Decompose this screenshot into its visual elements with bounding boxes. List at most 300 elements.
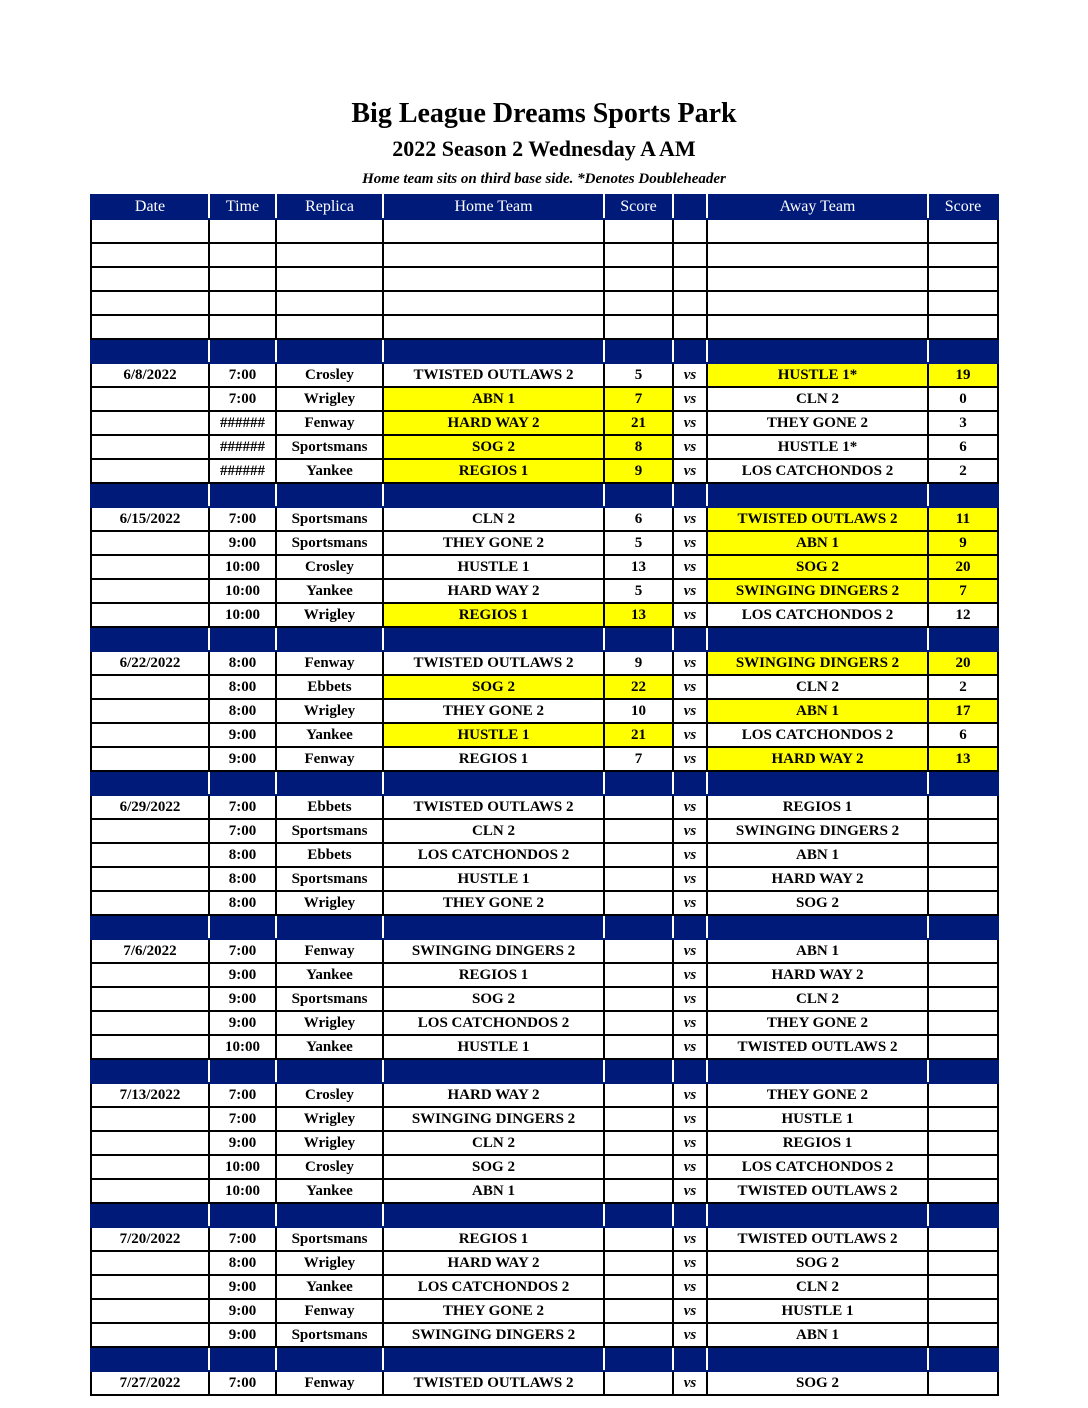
game-replica: Yankee — [276, 1035, 383, 1059]
vs-label: vs — [673, 963, 707, 987]
separator-cell — [928, 771, 998, 795]
blank-cell — [673, 291, 707, 315]
home-team: HARD WAY 2 — [383, 1251, 604, 1275]
away-score — [928, 1323, 998, 1347]
game-time: ###### — [209, 411, 276, 435]
away-score — [928, 1107, 998, 1131]
away-team: THEY GONE 2 — [707, 411, 928, 435]
game-date — [91, 747, 209, 771]
game-date: 7/27/2022 — [91, 1371, 209, 1395]
home-team: HUSTLE 1 — [383, 723, 604, 747]
game-time: 9:00 — [209, 1299, 276, 1323]
vs-label: vs — [673, 795, 707, 819]
separator-cell — [928, 627, 998, 651]
vs-label: vs — [673, 1155, 707, 1179]
home-score — [604, 987, 673, 1011]
game-replica: Sportsmans — [276, 531, 383, 555]
away-team: LOS CATCHONDOS 2 — [707, 603, 928, 627]
game-date: 6/8/2022 — [91, 363, 209, 387]
blank-row — [91, 267, 998, 291]
game-time: 9:00 — [209, 1323, 276, 1347]
separator-cell — [276, 1347, 383, 1371]
away-team: CLN 2 — [707, 987, 928, 1011]
game-replica: Crosley — [276, 1083, 383, 1107]
separator-cell — [673, 915, 707, 939]
game-replica: Ebbets — [276, 795, 383, 819]
game-row — [91, 843, 998, 867]
separator-cell — [673, 1059, 707, 1083]
separator-cell — [209, 1347, 276, 1371]
home-score: 10 — [604, 699, 673, 723]
vs-label: vs — [673, 555, 707, 579]
home-team: SWINGING DINGERS 2 — [383, 1323, 604, 1347]
separator-cell — [604, 1059, 673, 1083]
vs-label: vs — [673, 531, 707, 555]
away-score — [928, 963, 998, 987]
vs-label: vs — [673, 867, 707, 891]
home-score: 21 — [604, 411, 673, 435]
separator-cell — [707, 915, 928, 939]
game-row — [91, 1155, 998, 1179]
home-score — [604, 1275, 673, 1299]
home-team: THEY GONE 2 — [383, 699, 604, 723]
blank-cell — [383, 219, 604, 243]
game-time: 10:00 — [209, 603, 276, 627]
col-header-replica: Replica — [276, 195, 383, 219]
away-team: CLN 2 — [707, 675, 928, 699]
home-score: 5 — [604, 579, 673, 603]
game-date — [91, 675, 209, 699]
separator-cell — [91, 915, 209, 939]
separator-cell — [91, 627, 209, 651]
separator-cell — [91, 1059, 209, 1083]
game-time: 8:00 — [209, 699, 276, 723]
away-team: TWISTED OUTLAWS 2 — [707, 1035, 928, 1059]
game-date — [91, 843, 209, 867]
game-row — [91, 723, 998, 747]
separator-cell — [707, 627, 928, 651]
away-team: CLN 2 — [707, 387, 928, 411]
vs-label: vs — [673, 603, 707, 627]
vs-label: vs — [673, 363, 707, 387]
game-row — [91, 507, 998, 531]
game-time: 7:00 — [209, 795, 276, 819]
home-score — [604, 867, 673, 891]
separator-cell — [209, 771, 276, 795]
separator-cell — [604, 339, 673, 363]
blank-cell — [91, 243, 209, 267]
game-time: ###### — [209, 435, 276, 459]
separator-cell — [604, 627, 673, 651]
away-team: HUSTLE 1* — [707, 435, 928, 459]
game-replica: Fenway — [276, 651, 383, 675]
game-time: 10:00 — [209, 579, 276, 603]
away-team: REGIOS 1 — [707, 795, 928, 819]
away-score — [928, 1035, 998, 1059]
schedule-note: Home team sits on third base side. *Denotes Doubleheader — [362, 171, 726, 187]
game-date — [91, 1179, 209, 1203]
separator-cell — [707, 483, 928, 507]
home-team: REGIOS 1 — [383, 603, 604, 627]
blank-cell — [209, 267, 276, 291]
separator-cell — [209, 915, 276, 939]
away-score: 3 — [928, 411, 998, 435]
blank-cell — [276, 219, 383, 243]
week-separator — [91, 627, 998, 651]
game-date — [91, 435, 209, 459]
game-row — [91, 1299, 998, 1323]
game-date — [91, 1107, 209, 1131]
blank-cell — [209, 315, 276, 339]
away-score: 19 — [928, 363, 998, 387]
week-separator — [91, 1203, 998, 1227]
away-score — [928, 987, 998, 1011]
game-date — [91, 867, 209, 891]
away-team: SOG 2 — [707, 1371, 928, 1395]
game-row — [91, 555, 998, 579]
home-score — [604, 1131, 673, 1155]
home-team: LOS CATCHONDOS 2 — [383, 1275, 604, 1299]
game-time: 9:00 — [209, 987, 276, 1011]
game-row — [91, 747, 998, 771]
separator-cell — [707, 771, 928, 795]
game-row — [91, 675, 998, 699]
game-replica: Sportsmans — [276, 819, 383, 843]
home-team: TWISTED OUTLAWS 2 — [383, 363, 604, 387]
game-date — [91, 699, 209, 723]
game-time: 7:00 — [209, 507, 276, 531]
home-team: HUSTLE 1 — [383, 1035, 604, 1059]
separator-cell — [383, 483, 604, 507]
week-separator — [91, 915, 998, 939]
week-separator — [91, 339, 998, 363]
game-date: 7/6/2022 — [91, 939, 209, 963]
home-score — [604, 1155, 673, 1179]
separator-cell — [673, 771, 707, 795]
separator-cell — [928, 483, 998, 507]
separator-cell — [276, 483, 383, 507]
blank-cell — [276, 291, 383, 315]
separator-cell — [928, 1059, 998, 1083]
blank-cell — [276, 243, 383, 267]
away-team: LOS CATCHONDOS 2 — [707, 459, 928, 483]
vs-label: vs — [673, 1275, 707, 1299]
game-time: 7:00 — [209, 387, 276, 411]
home-score: 9 — [604, 459, 673, 483]
col-header-away-team: Away Team — [707, 195, 928, 219]
away-score — [928, 867, 998, 891]
separator-cell — [928, 1203, 998, 1227]
vs-label: vs — [673, 843, 707, 867]
home-team: THEY GONE 2 — [383, 1299, 604, 1323]
vs-label: vs — [673, 1227, 707, 1251]
game-date: 6/22/2022 — [91, 651, 209, 675]
separator-cell — [91, 1203, 209, 1227]
separator-cell — [276, 771, 383, 795]
game-replica: Crosley — [276, 363, 383, 387]
game-time: 7:00 — [209, 363, 276, 387]
home-team: TWISTED OUTLAWS 2 — [383, 795, 604, 819]
separator-cell — [707, 1203, 928, 1227]
game-replica: Wrigley — [276, 387, 383, 411]
blank-cell — [928, 291, 998, 315]
separator-cell — [209, 1203, 276, 1227]
game-date — [91, 1011, 209, 1035]
away-team: ABN 1 — [707, 531, 928, 555]
away-score — [928, 1299, 998, 1323]
blank-cell — [604, 291, 673, 315]
away-team: SOG 2 — [707, 1251, 928, 1275]
vs-label: vs — [673, 1323, 707, 1347]
game-replica: Wrigley — [276, 1011, 383, 1035]
away-score — [928, 1011, 998, 1035]
vs-label: vs — [673, 1371, 707, 1395]
home-team: REGIOS 1 — [383, 747, 604, 771]
home-score: 22 — [604, 675, 673, 699]
home-team: SWINGING DINGERS 2 — [383, 939, 604, 963]
away-score: 0 — [928, 387, 998, 411]
separator-cell — [707, 1347, 928, 1371]
home-score — [604, 1323, 673, 1347]
vs-label: vs — [673, 651, 707, 675]
vs-label: vs — [673, 1011, 707, 1035]
game-replica: Fenway — [276, 1299, 383, 1323]
game-time: 10:00 — [209, 1155, 276, 1179]
game-replica: Sportsmans — [276, 867, 383, 891]
separator-cell — [383, 339, 604, 363]
game-replica: Wrigley — [276, 891, 383, 915]
game-replica: Yankee — [276, 1275, 383, 1299]
game-row — [91, 1323, 998, 1347]
home-score — [604, 1251, 673, 1275]
week-separator — [91, 1059, 998, 1083]
vs-label: vs — [673, 459, 707, 483]
game-replica: Wrigley — [276, 1131, 383, 1155]
home-score — [604, 1371, 673, 1395]
game-time: 8:00 — [209, 651, 276, 675]
away-score: 11 — [928, 507, 998, 531]
blank-cell — [707, 291, 928, 315]
blank-cell — [209, 243, 276, 267]
blank-cell — [928, 243, 998, 267]
away-score — [928, 1371, 998, 1395]
blank-cell — [91, 315, 209, 339]
away-score — [928, 795, 998, 819]
home-team: REGIOS 1 — [383, 1227, 604, 1251]
game-date — [91, 1155, 209, 1179]
separator-cell — [673, 1347, 707, 1371]
blank-cell — [91, 267, 209, 291]
home-score — [604, 939, 673, 963]
separator-cell — [383, 1347, 604, 1371]
away-score: 17 — [928, 699, 998, 723]
col-header-date: Date — [91, 195, 209, 219]
away-team: THEY GONE 2 — [707, 1011, 928, 1035]
game-replica: Fenway — [276, 747, 383, 771]
game-replica: Wrigley — [276, 603, 383, 627]
blank-row — [91, 291, 998, 315]
game-replica: Sportsmans — [276, 1227, 383, 1251]
away-team: THEY GONE 2 — [707, 1083, 928, 1107]
separator-cell — [673, 483, 707, 507]
separator-cell — [383, 1059, 604, 1083]
away-score — [928, 843, 998, 867]
game-replica: Fenway — [276, 411, 383, 435]
home-team: HARD WAY 2 — [383, 1083, 604, 1107]
away-score — [928, 1179, 998, 1203]
game-row — [91, 651, 998, 675]
away-team: REGIOS 1 — [707, 1131, 928, 1155]
separator-cell — [91, 483, 209, 507]
game-time: 7:00 — [209, 819, 276, 843]
blank-cell — [604, 315, 673, 339]
game-time: 8:00 — [209, 843, 276, 867]
home-score: 21 — [604, 723, 673, 747]
home-score — [604, 1083, 673, 1107]
home-score: 5 — [604, 531, 673, 555]
separator-cell — [673, 1203, 707, 1227]
blank-row — [91, 315, 998, 339]
vs-label: vs — [673, 1035, 707, 1059]
game-replica: Fenway — [276, 939, 383, 963]
separator-cell — [91, 771, 209, 795]
separator-cell — [276, 1059, 383, 1083]
blank-cell — [673, 315, 707, 339]
home-team: SOG 2 — [383, 987, 604, 1011]
week-separator — [91, 771, 998, 795]
vs-label: vs — [673, 723, 707, 747]
game-time: 10:00 — [209, 1179, 276, 1203]
away-score: 7 — [928, 579, 998, 603]
game-date — [91, 579, 209, 603]
home-score — [604, 1179, 673, 1203]
page-title: Big League Dreams Sports Park — [351, 98, 737, 129]
vs-label: vs — [673, 891, 707, 915]
blank-row — [91, 219, 998, 243]
week-separator — [91, 483, 998, 507]
game-time: 8:00 — [209, 1251, 276, 1275]
home-team: SOG 2 — [383, 1155, 604, 1179]
blank-cell — [383, 315, 604, 339]
home-score: 8 — [604, 435, 673, 459]
home-score — [604, 1011, 673, 1035]
vs-label: vs — [673, 411, 707, 435]
game-replica: Sportsmans — [276, 435, 383, 459]
home-team: HUSTLE 1 — [383, 555, 604, 579]
blank-cell — [276, 267, 383, 291]
game-replica: Wrigley — [276, 699, 383, 723]
away-team: HUSTLE 1 — [707, 1107, 928, 1131]
separator-cell — [928, 339, 998, 363]
game-time: 7:00 — [209, 1083, 276, 1107]
col-header-home-team: Home Team — [383, 195, 604, 219]
separator-cell — [604, 915, 673, 939]
game-replica: Yankee — [276, 1179, 383, 1203]
game-row — [91, 963, 998, 987]
game-date — [91, 891, 209, 915]
home-team: THEY GONE 2 — [383, 531, 604, 555]
game-replica: Fenway — [276, 1371, 383, 1395]
away-score: 20 — [928, 555, 998, 579]
game-time: 10:00 — [209, 555, 276, 579]
home-score — [604, 1107, 673, 1131]
blank-cell — [604, 243, 673, 267]
separator-cell — [928, 1347, 998, 1371]
blank-row — [91, 243, 998, 267]
game-date — [91, 1299, 209, 1323]
home-score — [604, 819, 673, 843]
away-score: 13 — [928, 747, 998, 771]
game-date — [91, 1251, 209, 1275]
blank-cell — [707, 219, 928, 243]
away-team: ABN 1 — [707, 699, 928, 723]
game-replica: Sportsmans — [276, 987, 383, 1011]
game-row — [91, 867, 998, 891]
game-date — [91, 531, 209, 555]
vs-label: vs — [673, 507, 707, 531]
separator-cell — [209, 627, 276, 651]
game-row — [91, 1251, 998, 1275]
vs-label: vs — [673, 1131, 707, 1155]
separator-cell — [707, 1059, 928, 1083]
home-score: 9 — [604, 651, 673, 675]
home-team: SWINGING DINGERS 2 — [383, 1107, 604, 1131]
game-replica: Yankee — [276, 459, 383, 483]
separator-cell — [209, 483, 276, 507]
game-time: 9:00 — [209, 531, 276, 555]
game-row — [91, 603, 998, 627]
game-time: 9:00 — [209, 747, 276, 771]
game-row — [91, 1083, 998, 1107]
away-score: 9 — [928, 531, 998, 555]
away-team: HUSTLE 1 — [707, 1299, 928, 1323]
vs-label: vs — [673, 699, 707, 723]
separator-cell — [276, 1203, 383, 1227]
home-team: TWISTED OUTLAWS 2 — [383, 651, 604, 675]
game-date: 6/29/2022 — [91, 795, 209, 819]
separator-cell — [604, 483, 673, 507]
game-replica: Wrigley — [276, 1107, 383, 1131]
game-row — [91, 531, 998, 555]
home-score — [604, 1035, 673, 1059]
away-team: SWINGING DINGERS 2 — [707, 819, 928, 843]
vs-label: vs — [673, 675, 707, 699]
home-score: 13 — [604, 555, 673, 579]
vs-label: vs — [673, 1299, 707, 1323]
game-date — [91, 963, 209, 987]
home-score: 13 — [604, 603, 673, 627]
vs-label: vs — [673, 1107, 707, 1131]
away-score: 12 — [928, 603, 998, 627]
home-score: 6 — [604, 507, 673, 531]
game-date — [91, 387, 209, 411]
away-team: HUSTLE 1* — [707, 363, 928, 387]
game-row — [91, 891, 998, 915]
game-time: 8:00 — [209, 867, 276, 891]
game-time: 9:00 — [209, 1275, 276, 1299]
game-time: 10:00 — [209, 1035, 276, 1059]
away-team: HARD WAY 2 — [707, 747, 928, 771]
game-row — [91, 699, 998, 723]
game-date — [91, 459, 209, 483]
away-score: 6 — [928, 435, 998, 459]
game-date — [91, 819, 209, 843]
game-replica: Wrigley — [276, 1251, 383, 1275]
separator-cell — [91, 1347, 209, 1371]
game-date: 6/15/2022 — [91, 507, 209, 531]
blank-cell — [209, 219, 276, 243]
game-row — [91, 1227, 998, 1251]
